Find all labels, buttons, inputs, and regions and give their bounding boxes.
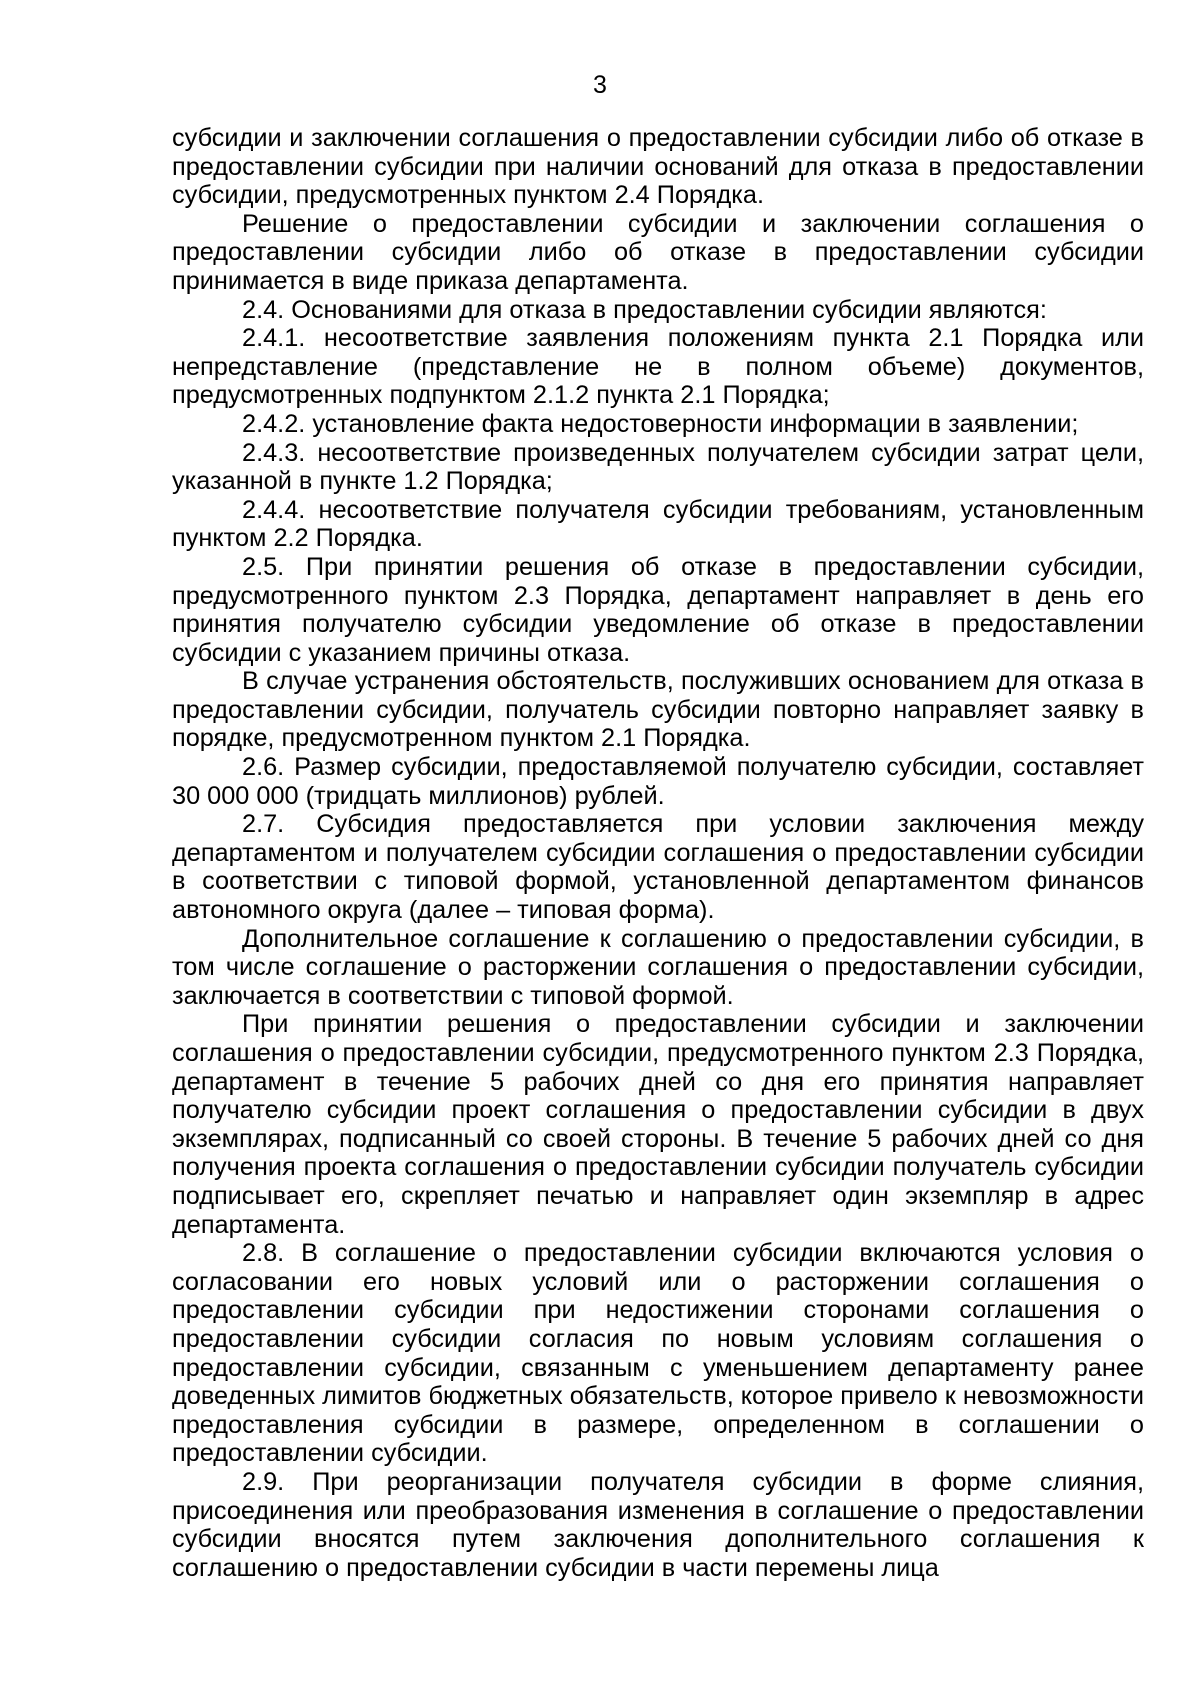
paragraph-2-4-1: 2.4.1. несоответствие заявления положениям пункта 2.1 Порядка или непредставление (представление не в полном объеме) документов, предусмотренных подпунктом 2.1.2 пункта 2.1 Порядка; [172,324,1144,410]
paragraph-2-4-4: 2.4.4. несоответствие получателя субсидии требованиям, установленным пунктом 2.2 Порядка. [172,495,1144,553]
paragraph-2-4: 2.4. Основаниями для отказа в предоставлении субсидии являются: [242,295,1047,324]
paragraph-2-5: 2.5. При принятии решения об отказе в предоставлении субсидии, предусмотренного пунктом 2.3 Порядка, департамент направляет в день его принятия получателю субсидии уведомление об отказе в предоставлении субсидии с указанием причины отказа. [172,552,1144,667]
paragraph-additional-agreement: Дополнительное соглашение к соглашению о предоставлении субсидии, в том числе соглашение о расторжении соглашения о предоставлении субсидии, заключается в соответствии с типовой формой. [172,924,1144,1010]
paragraph-decision-form: Решение о предоставлении субсидии и заключении соглашения о предоставлении субсидии либо об отказе в предоставлении субсидии принимается в виде приказа департамента. [172,209,1144,295]
paragraph-2-4-3: 2.4.3. несоответствие произведенных получателем субсидии затрат цели, указанной в пункте 1.2 Порядка; [172,438,1144,496]
paragraph-continuation: субсидии и заключении соглашения о предоставлении субсидии либо об отказе в предоставлении субсидии при наличии оснований для отказа в предоставлении субсидии, предусмотренных пунктом 2.4 Порядка. [172,124,1144,210]
paragraph-2-6: 2.6. Размер субсидии, предоставляемой получателю субсидии, составляет 30 000 000 (тридцать миллионов) рублей. [172,753,1144,810]
paragraph-resubmission: В случае устранения обстоятельств, послуживших основанием для отказа в предоставлении субсидии, получатель субсидии повторно направляет заявку в порядке, предусмотренном пунктом 2.1 Порядка. [172,667,1144,753]
paragraph-2-4-2: 2.4.2. установление факта недостоверности информации в заявлении; [242,409,1079,438]
paragraph-agreement-procedure: При принятии решения о предоставлении субсидии и заключении соглашения о предоставлении субсидии, предусмотренного пунктом 2.3 Порядка, департамент в течение 5 рабочих дней со дня его принятия направляет получателю субсидии проект соглашения о предоставлении субсидии в двух экземплярах, подписанный со своей стороны. В течение 5 рабочих дней со дня получения проекта соглашения о предоставлении субсидии получатель субсидии подписывает его, скрепляет печатью и направляет один экземпляр в адрес департамента. [172,1010,1144,1239]
document-body [172,124,1144,1582]
paragraph-2-8: 2.8. В соглашение о предоставлении субсидии включаются условия о согласовании его новых условий или о расторжении соглашения о предоставлении субсидии при недостижении сторонами соглашения о предоставлении субсидии согласия по новым условиям соглашения о предоставлении субсидии, связанным с уменьшением департаменту ранее доведенных лимитов бюджетных обязательств, которое привело к невозможности предоставления субсидии в размере, определенном в соглашении о предоставлении субсидии. [172,1239,1144,1468]
paragraph-2-9: 2.9. При реорганизации получателя субсидии в форме слияния, присоединения или преобразования изменения в соглашение о предоставлении субсидии вносятся путем заключения дополнительного соглашения к соглашению о предоставлении субсидии в части перемены лица [172,1467,1144,1582]
paragraph-2-7: 2.7. Субсидия предоставляется при условии заключения между департаментом и получателем субсидии соглашения о предоставлении субсидии в соответствии с типовой формой, установленной департаментом финансов автономного округа (далее – типовая форма). [172,810,1144,925]
page-number: 3 [593,71,607,99]
